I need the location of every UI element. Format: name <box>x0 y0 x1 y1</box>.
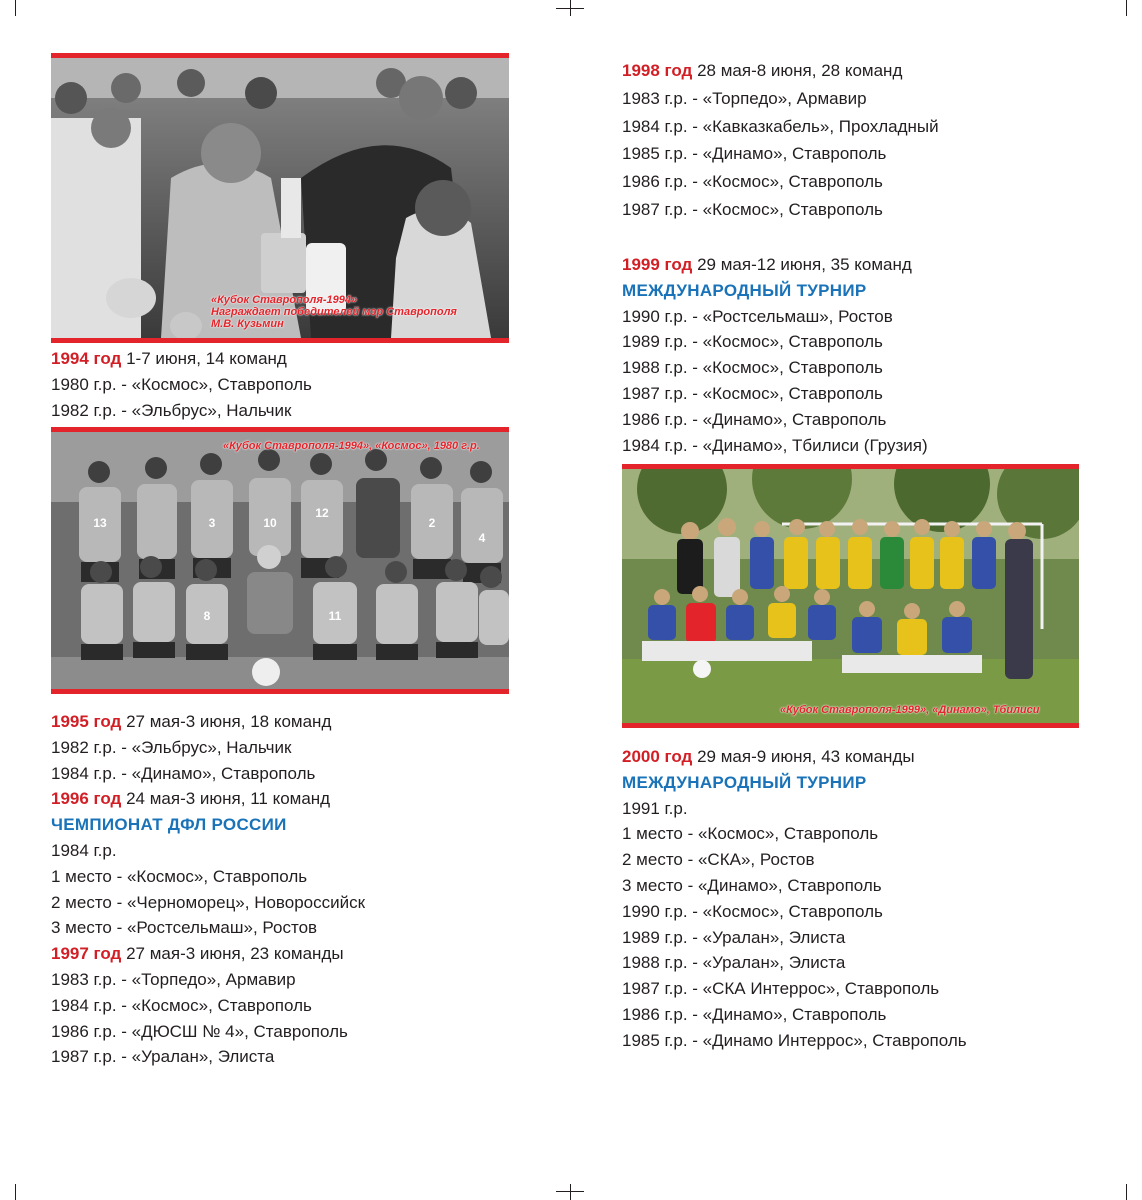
season-1997-result: 1983 г.р. - «Торпедо», Армавир <box>51 969 296 989</box>
season-1999-result: 1990 г.р. - «Ростсельмаш», Ростов <box>622 306 893 326</box>
season-1999-result: 1989 г.р. - «Космос», Ставрополь <box>622 332 883 352</box>
season-1994-result: 1982 г.р. - «Эльбрус», Нальчик <box>51 400 292 420</box>
season-2000-heading <box>622 744 967 770</box>
crop-mark-top-left <box>15 0 16 16</box>
season-2000-block <box>622 744 967 1054</box>
jersey-number: 10 <box>263 516 277 530</box>
crop-mark-bottom-center <box>570 1184 571 1200</box>
season-1997-info: 27 мая-3 июня, 23 команды <box>126 944 344 964</box>
photo-team-kosmos-1980 <box>51 427 509 694</box>
season-1998-result: 1984 г.р. - «Кавказкабель», Прохладный <box>622 116 939 136</box>
season-1999-info: 29 мая-12 июня, 35 команд <box>697 255 912 274</box>
season-1996-heading <box>51 786 365 812</box>
season-1999-block <box>622 252 928 458</box>
jersey-number: 12 <box>315 506 329 520</box>
season-1999-result: 1988 г.р. - «Космос», Ставрополь <box>622 358 883 378</box>
season-2000-result: 1988 г.р. - «Уралан», Элиста <box>622 953 846 973</box>
season-1999-result: 1987 г.р. - «Космос», Ставрополь <box>622 383 883 403</box>
season-1997-result: 1986 г.р. - «ДЮСШ № 4», Ставрополь <box>51 1021 348 1041</box>
seasons-1995-1997-block <box>51 709 365 1070</box>
season-1996-result: 1 место - «Космос», Ставрополь <box>51 866 308 886</box>
season-1999-result: 1984 г.р. - «Динамо», Тбилиси (Грузия) <box>622 435 928 455</box>
crop-mark-top-center-h <box>556 8 584 9</box>
season-2000-info: 29 мая-9 июня, 43 команды <box>697 747 915 766</box>
season-1994-year: 1994 год <box>51 349 122 368</box>
photo-dinamo-tbilisi-caption: «Кубок Ставрополя-1999», «Динамо», Тбилиси <box>780 704 1040 716</box>
season-1995-heading <box>51 709 365 735</box>
season-1999-heading <box>622 252 928 278</box>
season-1998-year: 1998 год <box>622 61 693 80</box>
season-1998-heading <box>622 57 939 85</box>
season-1998-result: 1986 г.р. - «Космос», Ставрополь <box>622 172 883 192</box>
season-1999-year: 1999 год <box>622 255 693 274</box>
crop-mark-bottom-left <box>15 1184 16 1200</box>
jersey-number: 8 <box>203 609 211 623</box>
season-1995-result: 1984 г.р. - «Динамо», Ставрополь <box>51 763 316 783</box>
season-2000-result: 2 место - «СКА», Ростов <box>622 850 815 870</box>
season-1998-block <box>622 57 939 224</box>
season-2000-result: 1986 г.р. - «Динамо», Ставрополь <box>622 1004 887 1024</box>
photo-award-ceremony-1994 <box>51 53 509 343</box>
jersey-number: 3 <box>208 516 216 530</box>
season-1994-block <box>51 346 312 423</box>
season-2000-result: 1987 г.р. - «СКА Интеррос», Ставрополь <box>622 979 940 999</box>
season-1994-heading <box>51 346 312 372</box>
season-1998-result: 1983 г.р. - «Торпедо», Армавир <box>622 88 867 108</box>
photo-team-kosmos-image <box>51 432 509 689</box>
season-1996-info: 24 мая-3 июня, 11 команд <box>126 789 331 809</box>
jersey-number: 2 <box>428 516 436 530</box>
season-1995-info: 27 мая-3 июня, 18 команд <box>126 712 332 731</box>
season-1997-result: 1987 г.р. - «Уралан», Элиста <box>51 1047 275 1067</box>
season-1998-info: 28 мая-8 июня, 28 команд <box>697 61 903 80</box>
season-1996-result: 1984 г.р. <box>51 840 117 860</box>
season-1997-year: 1997 год <box>51 944 122 964</box>
season-1997-heading <box>51 941 365 967</box>
season-1998-result: 1985 г.р. - «Динамо», Ставрополь <box>622 144 887 164</box>
photo-team-kosmos-caption: «Кубок Ставрополя-1994», «Космос», 1980 г.р. <box>223 440 480 452</box>
photo-team-dinamo-tbilisi-1999 <box>622 464 1079 728</box>
crop-mark-bottom-right <box>1126 1184 1127 1200</box>
season-2000-result: 1990 г.р. - «Космос», Ставрополь <box>622 901 883 921</box>
photo-dinamo-tbilisi-image <box>622 469 1079 723</box>
season-2000-result: 1989 г.р. - «Уралан», Элиста <box>622 927 846 947</box>
photo-award-caption-line-2: Награждает победителей мэр Ставрополя <box>211 306 457 318</box>
crop-mark-top-right <box>1126 0 1127 16</box>
crop-mark-bottom-center-h <box>556 1191 584 1192</box>
photo-award-caption-line-3: М.В. Кузьмин <box>211 318 284 330</box>
jersey-number: 11 <box>328 609 342 623</box>
season-2000-result: 1985 г.р. - «Динамо Интеррос», Ставрополь <box>622 1030 967 1050</box>
season-2000-result: 1 место - «Космос», Ставрополь <box>622 824 879 844</box>
season-1999-result: 1986 г.р. - «Динамо», Ставрополь <box>622 409 887 429</box>
season-1996-result: 3 место - «Ростсельмаш», Ростов <box>51 918 318 938</box>
season-2000-result: 1991 г.р. <box>622 798 688 818</box>
season-1994-result: 1980 г.р. - «Космос», Ставрополь <box>51 374 312 394</box>
season-1996-section-title: ЧЕМПИОНАТ ДФЛ РОССИИ <box>51 815 287 835</box>
photo-award-caption-line-1: «Кубок Ставрополя-1994» <box>211 294 358 306</box>
season-2000-result: 3 место - «Динамо», Ставрополь <box>622 875 882 895</box>
season-1997-result: 1984 г.р. - «Космос», Ставрополь <box>51 995 312 1015</box>
season-2000-section-title: МЕЖДУНАРОДНЫЙ ТУРНИР <box>622 772 867 792</box>
season-1996-year: 1996 год <box>51 789 122 809</box>
season-1994-info: 1-7 июня, 14 команд <box>126 349 287 368</box>
photo-award-caption <box>211 294 457 330</box>
season-1996-result: 2 место - «Черноморец», Новороссийск <box>51 892 366 912</box>
jersey-number: 4 <box>478 531 486 545</box>
season-1995-result: 1982 г.р. - «Эльбрус», Нальчик <box>51 737 292 757</box>
season-1998-result: 1987 г.р. - «Космос», Ставрополь <box>622 199 883 219</box>
season-2000-year: 2000 год <box>622 747 693 766</box>
season-1999-section-title: МЕЖДУНАРОДНЫЙ ТУРНИР <box>622 280 867 300</box>
jersey-number: 13 <box>93 516 107 530</box>
season-1995-year: 1995 год <box>51 712 122 731</box>
